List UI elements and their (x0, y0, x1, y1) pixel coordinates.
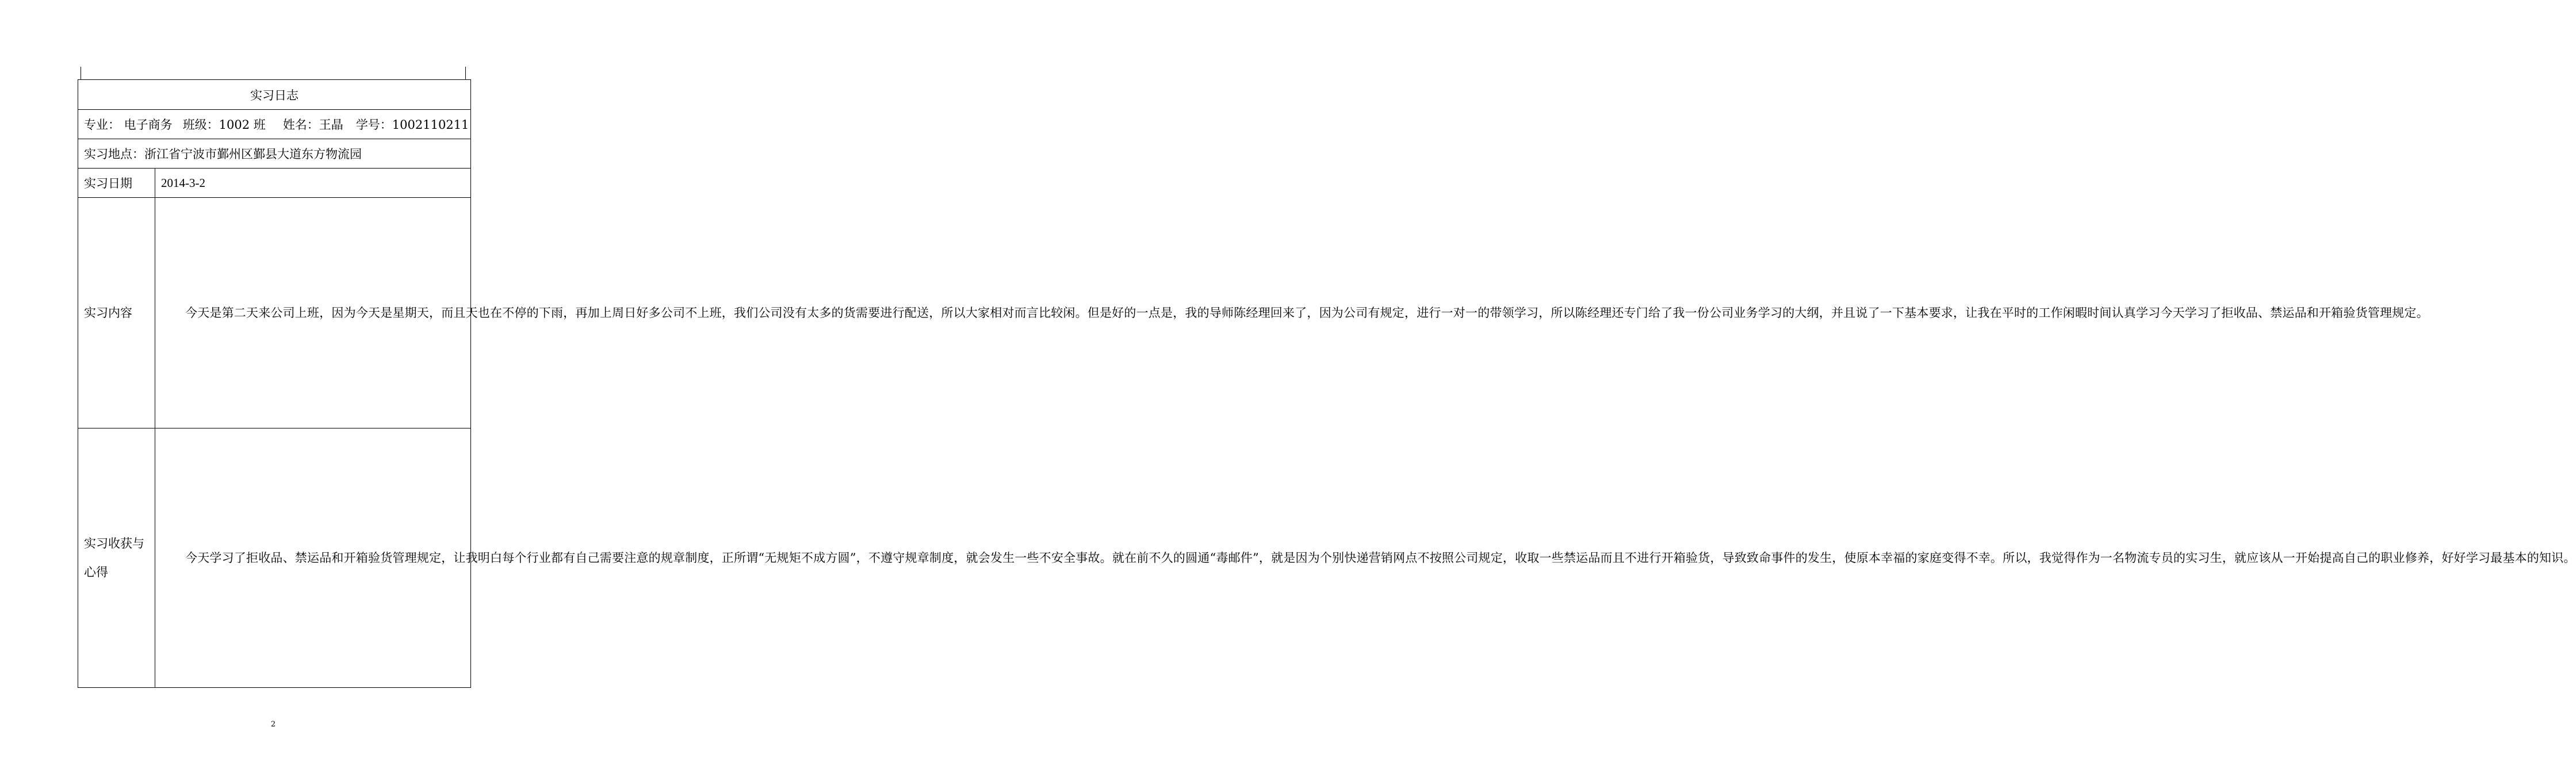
date-label: 实习日期 (78, 169, 155, 198)
name-field: 姓名：王晶 (282, 118, 343, 132)
gain-text-cell (155, 428, 2576, 688)
content-label: 实习内容 (84, 306, 132, 320)
gain-label-line1: 实习收获与 (84, 537, 144, 550)
page-number: 2 (270, 720, 276, 729)
gain-text: 今天学习了拒收品、禁运品和开箱验货管理规定，让我明白每个行业都有自己需要注意的规章制度，正所谓“无规矩不成方圆”，不遵守规章制度，就会发生一些不安全事故。就在前不久的圆通“毒邮件”，就是因为个别快递营销网点不按照公司规定，收取一些禁运品而且不进行开箱验货，导致致命事件的发生，使原本幸福的家庭变得不幸。所以，我觉得作为一名物流专员的实习生，就应该从一开始提高自己的职业修养，好好学习最基本的知识。 (185, 551, 2576, 565)
crop-mark-right (465, 67, 466, 79)
log-title: 实习日志 (78, 80, 471, 110)
gain-label-cell (78, 428, 155, 688)
major-field: 专业： 电子商务 (84, 118, 173, 132)
student-info-row (78, 110, 471, 139)
class-field: 班级：1002 班 (182, 118, 266, 132)
content-label-cell (78, 198, 155, 428)
gain-label-line2: 心得 (84, 565, 108, 579)
internship-log-table (78, 79, 2576, 688)
internship-place: 实习地点：浙江省宁波市鄞州区鄞县大道东方物流园 (78, 139, 471, 169)
content-text: 今天是第二天来公司上班，因为今天是星期天，而且天也在不停的下雨，再加上周日好多公司不上班，我们公司没有太多的货需要进行配送，所以大家相对而言比较闲。但是好的一点是，我的导师陈经理回来了，因为公司有规定，进行一对一的带领学习，所以陈经理还专门给了我一份公司业务学习的大纲，并且说了一下基本要求，让我在平时的工作闲暇时间认真学习今天学习了拒收品、禁运品和开箱验货管理规定。 (185, 306, 2429, 320)
student-id-field: 学号：1002110211 (355, 118, 469, 132)
date-value: 2014-3-2 (155, 169, 471, 198)
content-text-cell (155, 198, 2429, 428)
